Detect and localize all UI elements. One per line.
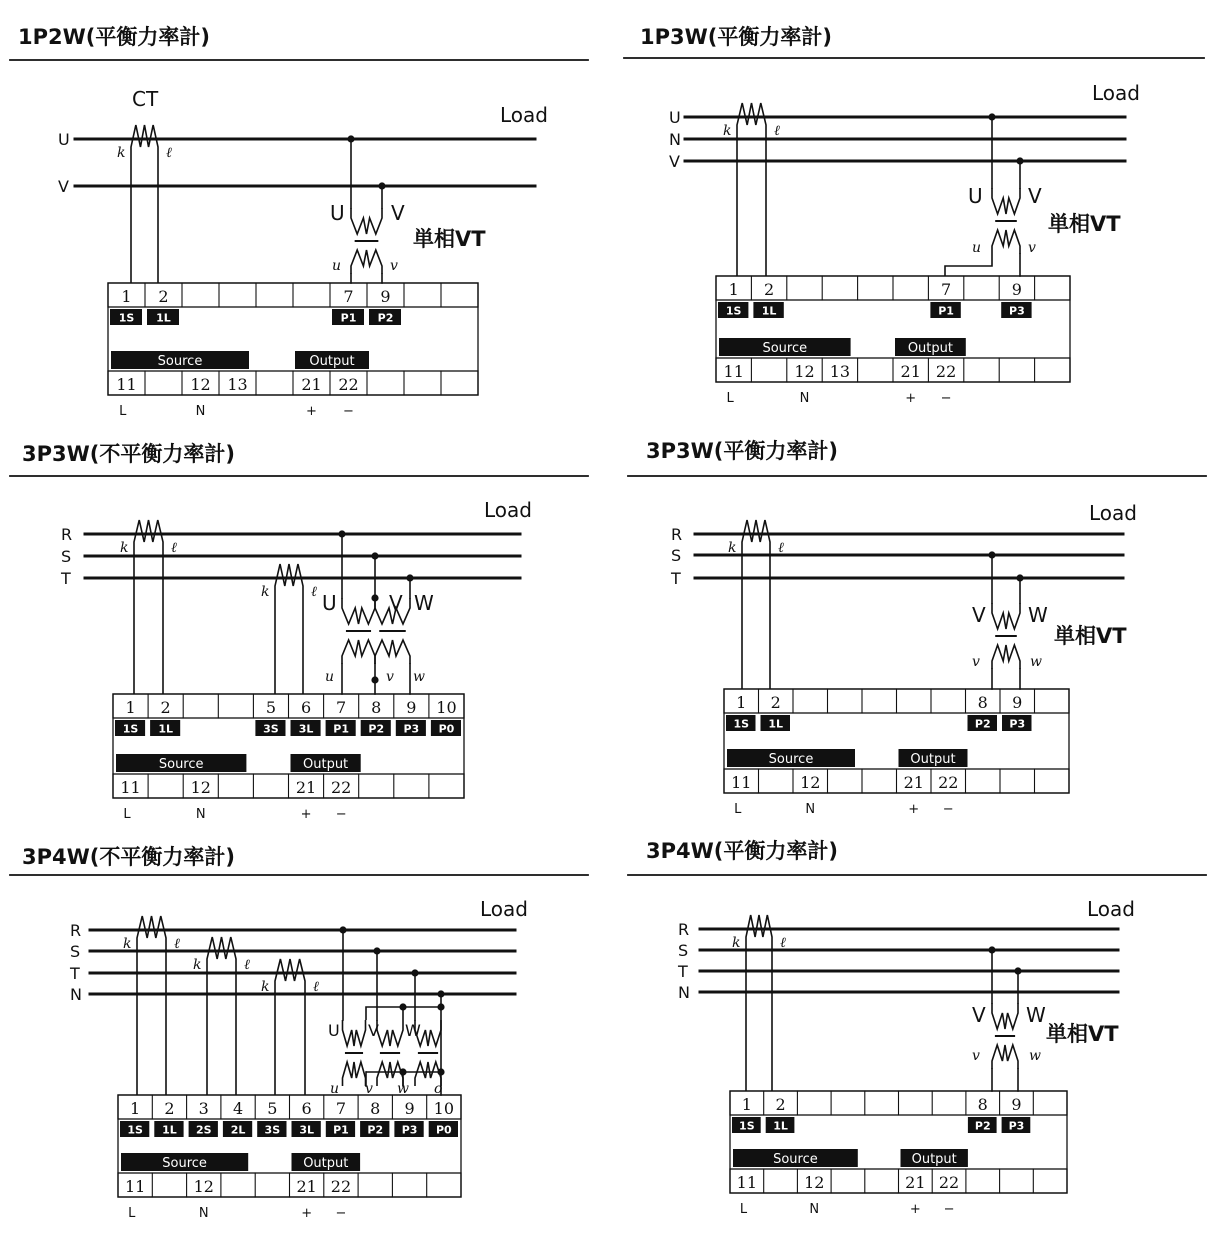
load-label: Load	[1087, 897, 1135, 921]
bottom-label-minus: −	[335, 1206, 347, 1221]
vt-primary-coil	[342, 598, 375, 624]
vt-label-v: v	[972, 654, 980, 670]
junction-dot	[371, 594, 378, 601]
ct-mark-l: ℓ	[780, 935, 786, 951]
terminal-number: 22	[938, 1173, 960, 1192]
terminal-number: 7	[336, 698, 347, 717]
terminal-number: 2	[770, 693, 781, 712]
terminal-tag-label: 3S	[263, 722, 279, 736]
terminal-number: 11	[723, 362, 744, 381]
terminal-tag-label: 1S	[122, 722, 139, 736]
line-label-N: N	[669, 130, 681, 149]
terminal-number: 22	[938, 773, 959, 792]
diagram-1p3w	[624, 25, 1204, 406]
vt-label-U: U	[968, 184, 983, 208]
bottom-label-plus: +	[301, 1206, 313, 1221]
line-label-V: V	[58, 177, 69, 196]
junction-dot	[347, 135, 354, 142]
terminal-number: 9	[1011, 1095, 1022, 1114]
diagram-3p3w-unbalanced	[10, 442, 588, 822]
junction-dot	[339, 926, 346, 933]
line-label-N: N	[70, 985, 82, 1004]
diagram-title: 3P4W(不平衡力率計)	[22, 845, 235, 869]
terminal-tag-label: P2	[377, 311, 394, 325]
ct-mark-k: k	[261, 979, 270, 995]
terminal-tag-label: P0	[435, 1123, 452, 1137]
vt-secondary-coil	[992, 645, 1020, 669]
terminal-number: 2	[775, 1095, 786, 1114]
source-label: Source	[762, 341, 808, 356]
terminal-number: 11	[731, 773, 752, 792]
junction-dot	[437, 1068, 444, 1075]
terminal-tag-label: 1S	[733, 717, 750, 731]
vt-label-W: W	[1026, 1003, 1046, 1027]
vt-primary-coil	[992, 1003, 1018, 1029]
load-label: Load	[1089, 501, 1137, 525]
ct-coil	[746, 915, 772, 1091]
ct-coil	[737, 103, 766, 276]
output-label: Output	[303, 1156, 349, 1171]
vt-primary-coil	[343, 1020, 366, 1046]
terminal-tag-label: P1	[340, 311, 357, 325]
bottom-label-L: L	[128, 1206, 136, 1221]
terminal-number: 12	[190, 778, 211, 797]
vt-label-w: w	[1030, 654, 1042, 670]
terminal-number: 9	[406, 698, 417, 717]
junction-dot	[988, 946, 995, 953]
vt-label-V: V	[391, 201, 405, 225]
terminal-tag-label: 2S	[195, 1123, 212, 1137]
bottom-label-plus: +	[909, 1202, 921, 1217]
bottom-label-plus: +	[908, 802, 920, 817]
terminal-number: 5	[267, 1099, 278, 1118]
vt-label-W: W	[414, 591, 434, 615]
ct-mark-k: k	[723, 123, 732, 139]
terminal-tag-label: 1L	[156, 311, 171, 325]
ct-mark-l: ℓ	[313, 979, 319, 995]
terminal-number: 21	[301, 375, 322, 394]
vt-label-v: v	[972, 1048, 980, 1064]
diagram-title: 3P3W(不平衡力率計)	[22, 442, 235, 466]
terminal-number: 8	[977, 693, 988, 712]
diagram-title: 3P4W(平衡力率計)	[646, 839, 838, 863]
line-label-R: R	[678, 920, 690, 939]
terminal-number: 12	[800, 773, 821, 792]
terminal-tag-label: P3	[1009, 304, 1025, 318]
terminal-tag-label: P3	[401, 1123, 418, 1137]
terminal-tag-label: 3L	[298, 722, 314, 736]
bottom-label-minus: −	[940, 391, 952, 406]
terminal-number: 9	[404, 1099, 415, 1118]
terminal-number: 2	[164, 1099, 175, 1118]
ct-mark-k: k	[193, 957, 202, 973]
line-label-T: T	[678, 962, 688, 981]
vt-label-u: u	[330, 1081, 340, 1097]
ct-mark-l: ℓ	[774, 123, 780, 139]
terminal-tag-label: P3	[403, 722, 420, 736]
diagram-3p4w-balanced	[628, 839, 1206, 1217]
terminal-tag-label: P2	[974, 1119, 991, 1133]
line-label-R: R	[671, 525, 683, 544]
ct-mark-k: k	[728, 540, 737, 556]
load-label: Load	[480, 897, 528, 921]
line-label-T: T	[70, 964, 80, 983]
vt-primary-coil	[992, 603, 1020, 629]
junction-dot	[1016, 157, 1023, 164]
junction-dot	[437, 1003, 444, 1010]
vt-secondary-coil	[992, 1045, 1018, 1069]
vt-secondary-coil	[351, 250, 382, 274]
terminal-number: 9	[1011, 280, 1022, 299]
terminal-number: 6	[301, 1099, 312, 1118]
bottom-label-plus: +	[905, 391, 917, 406]
bottom-label-L: L	[726, 391, 734, 406]
vt-label-v: v	[1028, 240, 1036, 256]
terminal-number: 21	[296, 1177, 317, 1196]
load-label: Load	[500, 103, 548, 127]
vt-secondary-coil	[992, 230, 1020, 254]
terminal-tag-label: 1L	[162, 1123, 177, 1137]
terminal-tag-label: 3S	[264, 1123, 281, 1137]
terminal-tag-label: P2	[367, 1123, 384, 1137]
vt-label-U: U	[322, 591, 337, 615]
vt-name: 単相VT	[1048, 212, 1121, 236]
junction-dot	[399, 1068, 406, 1075]
terminal-number: 7	[941, 280, 952, 299]
output-label: Output	[303, 757, 349, 772]
ct-mark-k: k	[732, 935, 741, 951]
bottom-label-N: N	[195, 807, 206, 822]
source-label: Source	[158, 757, 204, 772]
bottom-label-minus: −	[942, 802, 954, 817]
line-label-S: S	[70, 942, 81, 961]
junction-dot	[988, 551, 995, 558]
ct-mark-l: ℓ	[778, 540, 784, 556]
junction-dot	[406, 574, 413, 581]
vt-label-w: w	[1029, 1048, 1041, 1064]
terminal-number: 7	[343, 287, 354, 306]
terminal-tag-label: P1	[938, 304, 954, 318]
diagram-1p2w	[10, 25, 588, 419]
junction-dot	[411, 969, 418, 976]
terminal-number: 13	[227, 375, 248, 394]
terminal-number: 21	[903, 773, 924, 792]
ct-coil	[742, 520, 770, 689]
output-label: Output	[911, 1152, 957, 1167]
source-label: Source	[162, 1156, 207, 1171]
junction-dot	[338, 530, 345, 537]
vt-label-w: w	[397, 1081, 409, 1097]
vt-secondary-coil	[343, 1062, 366, 1086]
vt-name: 単相VT	[1046, 1022, 1119, 1046]
terminal-number: 3	[198, 1099, 209, 1118]
terminal-tag-label: 3L	[299, 1123, 314, 1137]
terminal-number: 10	[433, 1099, 455, 1118]
output-label: Output	[907, 341, 953, 356]
diagram-title: 1P3W(平衡力率計)	[640, 25, 832, 49]
vt-label-W: W	[405, 1021, 421, 1040]
terminal-number: 1	[741, 1095, 752, 1114]
ct-mark-l: ℓ	[244, 957, 250, 973]
bottom-label-minus: −	[343, 404, 354, 419]
terminal-tag-label: P3	[1008, 1119, 1025, 1133]
ct-coil	[131, 125, 158, 283]
terminal-number: 7	[335, 1099, 347, 1118]
terminal-number: 6	[300, 698, 312, 717]
junction-dot	[378, 182, 385, 189]
vt-label-V: V	[389, 591, 403, 615]
terminal-number: 1	[728, 280, 739, 299]
terminal-number: 1	[130, 1099, 141, 1118]
terminal-number: 21	[295, 778, 317, 797]
vt-label-U: U	[330, 201, 345, 225]
terminal-number: 1	[125, 698, 136, 717]
terminal-number: 11	[124, 1177, 146, 1196]
bottom-label-plus: +	[300, 807, 312, 822]
vt-label-u: u	[332, 258, 342, 274]
terminal-number: 8	[370, 1099, 381, 1118]
vt-label-W: W	[1028, 603, 1048, 627]
line-label-R: R	[61, 525, 73, 544]
terminal-number: 12	[804, 1173, 825, 1192]
terminal-number: 11	[116, 375, 137, 394]
terminal-tag-label: 1L	[761, 304, 777, 318]
load-label: Load	[484, 498, 532, 522]
ct-mark-k: k	[120, 540, 129, 556]
terminal-number: 12	[190, 375, 211, 394]
vt-secondary-coil	[342, 640, 375, 664]
terminal-number: 21	[900, 362, 921, 381]
terminal-tag-label: P2	[368, 722, 385, 736]
vt-secondary-coil	[375, 640, 410, 664]
terminal-tag-label: 1S	[118, 311, 135, 325]
terminal-tag-label: 2L	[230, 1123, 246, 1137]
terminal-number: 12	[794, 362, 815, 381]
ct-coil	[134, 520, 163, 694]
diagram-title: 3P3W(平衡力率計)	[646, 439, 838, 463]
vt-label-V: V	[972, 603, 986, 627]
bottom-label-N: N	[805, 802, 816, 817]
terminal-number: 11	[120, 778, 141, 797]
bottom-label-plus: +	[306, 404, 317, 419]
vt-primary-coil	[377, 1020, 403, 1046]
terminal-tag-label: P3	[1009, 717, 1026, 731]
vt-wire	[945, 254, 992, 276]
terminal-number: 22	[338, 375, 359, 394]
vt-label-v: v	[390, 258, 398, 274]
terminal-tag-label: 1L	[158, 722, 173, 736]
ct-coil	[207, 937, 236, 1095]
terminal-number: 13	[829, 362, 851, 381]
ct-mark-l: ℓ	[171, 540, 177, 556]
line-label-S: S	[61, 547, 72, 566]
junction-dot	[1016, 574, 1023, 581]
ct-mark-k: k	[123, 936, 132, 952]
terminal-number: 2	[160, 698, 171, 717]
bottom-label-N: N	[799, 391, 810, 406]
ct-coil	[275, 959, 305, 1095]
bottom-label-L: L	[739, 1202, 748, 1217]
terminal-number: 1	[121, 287, 132, 306]
vt-label-w: w	[413, 669, 425, 685]
terminal-tag-label: P2	[974, 717, 991, 731]
diagram-title: 1P2W(平衡力率計)	[18, 25, 210, 49]
vt-name: 単相VT	[413, 227, 486, 251]
load-label: Load	[1092, 81, 1140, 105]
line-label-R: R	[70, 921, 82, 940]
terminal-tag-label: P1	[333, 722, 350, 736]
vt-label-u: u	[972, 240, 982, 256]
junction-dot	[437, 990, 444, 997]
vt-label-v: v	[365, 1081, 373, 1097]
terminal-number: 9	[1012, 693, 1023, 712]
bottom-label-N: N	[809, 1202, 820, 1217]
terminal-number: 5	[265, 698, 277, 717]
bottom-label-L: L	[119, 404, 127, 419]
junction-dot	[371, 552, 378, 559]
ct-mark-k: k	[117, 145, 126, 161]
vt-label-U: U	[328, 1021, 340, 1040]
line-label-N: N	[678, 983, 690, 1002]
terminal-number: 1	[736, 693, 747, 712]
vt-primary-coil	[351, 208, 382, 234]
vt-primary-coil	[992, 188, 1020, 214]
vt-label-V: V	[1028, 184, 1042, 208]
terminal-number: 2	[158, 287, 169, 306]
terminal-number: 8	[371, 698, 382, 717]
output-label: Output	[309, 354, 355, 369]
bottom-label-minus: −	[943, 1202, 955, 1217]
line-label-U: U	[58, 130, 70, 149]
diagram-3p4w-unbalanced	[10, 845, 588, 1221]
bottom-label-L: L	[734, 802, 742, 817]
bottom-label-L: L	[123, 807, 131, 822]
vt-label-V: V	[972, 1003, 986, 1027]
terminal-tag-label: 1S	[739, 1119, 755, 1133]
line-label-S: S	[678, 941, 689, 960]
terminal-tag-label: 1S	[127, 1123, 143, 1137]
line-label-S: S	[671, 546, 682, 565]
bottom-label-N: N	[198, 1206, 209, 1221]
terminal-number: 12	[193, 1177, 214, 1196]
terminal-tag-label: 1S	[725, 304, 742, 318]
terminal-number: 21	[905, 1173, 926, 1192]
terminal-tag-label: P1	[333, 1123, 349, 1137]
junction-dot	[988, 113, 995, 120]
terminal-number: 22	[330, 778, 352, 797]
output-label: Output	[910, 752, 956, 767]
diagram-3p3w-balanced	[628, 439, 1206, 817]
vt-label-v: v	[386, 669, 394, 685]
ct-mark-l: ℓ	[166, 145, 172, 161]
terminal-number: 8	[977, 1095, 988, 1114]
terminal-number: 11	[736, 1173, 758, 1192]
terminal-number: 2	[764, 280, 775, 299]
terminal-number: 9	[380, 287, 391, 306]
ct-mark-l: ℓ	[174, 936, 180, 952]
line-label-V: V	[669, 152, 680, 171]
vt-name: 単相VT	[1054, 624, 1127, 648]
ct-coil	[137, 916, 166, 1095]
ct-label: CT	[132, 87, 159, 111]
terminal-number: 22	[935, 362, 957, 381]
line-label-T: T	[671, 569, 681, 588]
terminal-tag-label: P0	[438, 722, 455, 736]
vt-label-o: o	[434, 1081, 443, 1097]
line-label-T: T	[61, 569, 71, 588]
vt-label-V: V	[368, 1021, 379, 1040]
source-label: Source	[157, 354, 203, 369]
ct-mark-l: ℓ	[311, 584, 317, 600]
terminal-number: 10	[436, 698, 457, 717]
ct-mark-k: k	[261, 584, 270, 600]
junction-dot	[373, 947, 380, 954]
source-label: Source	[773, 1152, 818, 1167]
terminal-number: 22	[330, 1177, 352, 1196]
terminal-number: 4	[232, 1099, 244, 1118]
diagram-root	[10, 25, 1206, 1221]
line-label-U: U	[669, 108, 681, 127]
terminal-tag-label: 1L	[773, 1119, 788, 1133]
bottom-label-minus: −	[335, 807, 347, 822]
source-label: Source	[768, 752, 814, 767]
ct-coil	[275, 564, 303, 694]
junction-dot	[399, 1003, 406, 1010]
terminal-tag-label: 1L	[768, 717, 784, 731]
vt-label-u: u	[325, 669, 335, 685]
junction-dot	[1014, 967, 1021, 974]
bottom-label-N: N	[195, 404, 206, 419]
